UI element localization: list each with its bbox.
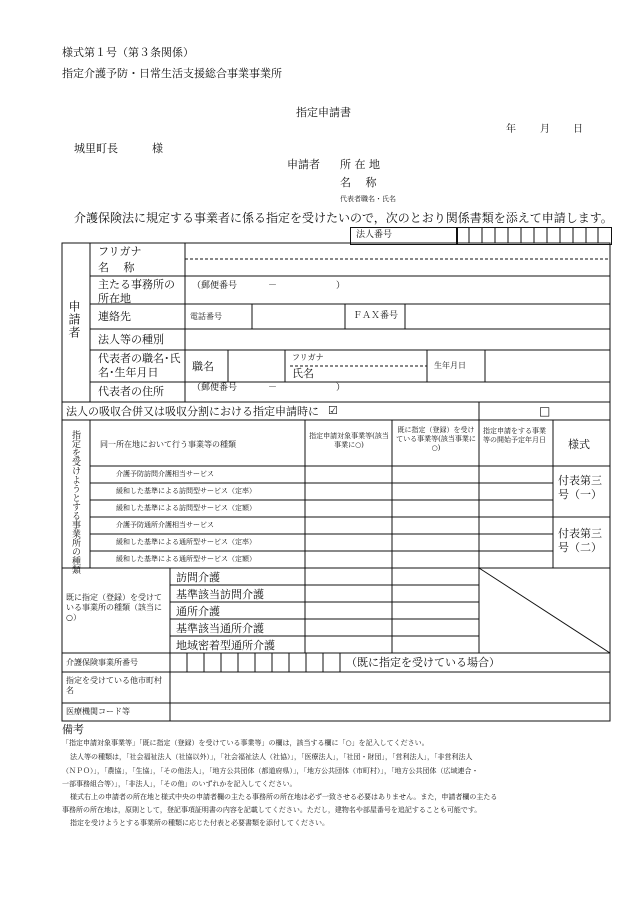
- date-year: 年: [506, 124, 516, 135]
- tel-label: 電話番号: [190, 312, 222, 321]
- applicant-label: 申請者: [287, 158, 320, 171]
- furigana-label: フリガナ: [98, 245, 142, 258]
- note-3b: 事務所の所在地は，原則として，登記事項証明書の内容を記載してください。ただし，建物名や部屋番号を追記することも可能です。: [62, 806, 482, 814]
- rep-furigana-label: フリガナ: [292, 353, 324, 362]
- form-number: 様式第１号（第３条関係）: [62, 46, 194, 59]
- service-row-2: 緩和した基準による訪問型サービス（定率）: [116, 487, 256, 495]
- note-2c: 一部事務組合等）」，「非法人」，「その他」のいずれかを記入してください。: [62, 780, 297, 788]
- postal-close: ）: [336, 281, 346, 291]
- corp-number-label: 法人番号: [356, 230, 393, 240]
- col-start-date: 指定申請をする事業等の開始予定年月日: [483, 427, 546, 444]
- ltc-number-note: （既に指定を受けている場合）: [346, 656, 500, 669]
- notes-heading: 備考: [62, 723, 84, 736]
- applicant-name-label: 名 称: [340, 176, 377, 189]
- note-1: 「指定申請対象事業等」「既に指定（登録）を受けている事業等」の欄は，該当する欄に「○」を記入してください。: [62, 739, 429, 747]
- document-title: 指定申請書: [296, 106, 351, 119]
- note-2b: （ＮＰＯ）」，「農協」，「生協」，「その他法人」，「地方公共団体（都道府県）」，「地方公共団体（市町村）」，「地方公共団体（広域連合・: [62, 767, 479, 775]
- existing-item-2: 基準該当訪問介護: [176, 588, 264, 601]
- form-ref-1: 付表第三号（一）: [558, 474, 602, 501]
- service-row-5: 緩和した基準による通所型サービス（定率）: [116, 538, 256, 546]
- service-row-1: 介護予防訪問介護相当サービス: [116, 470, 214, 478]
- rep-title-label: 職名: [192, 360, 214, 373]
- applicant-side-label: 申請者: [67, 300, 81, 339]
- rep-title-name-label: 代表者の職名･氏名･生年月日: [98, 352, 181, 379]
- existing-item-4: 基準該当通所介護: [176, 622, 264, 635]
- service-row-3: 緩和した基準による訪問型サービス（定額）: [116, 504, 256, 512]
- date-month: 月: [540, 124, 550, 135]
- merger-label: 法人の吸収合併又は吸収分割における指定申請時に: [66, 405, 319, 418]
- rep-postal-code-label: （郵便番号: [192, 383, 238, 393]
- services-side-label: 指定を受けようとする事業所の種類: [70, 430, 80, 574]
- existing-item-5: 地域密着型通所介護: [176, 639, 275, 652]
- merger-mark: ☑: [328, 404, 338, 417]
- fax-label: ＦＡＸ番号: [353, 311, 399, 321]
- col-service-kind: 同一所在地において行う事業等の種類: [100, 440, 236, 449]
- application-statement: 介護保険法に規定する事業者に係る指定を受けたいので，次のとおり関係書類を添えて申請します。: [74, 211, 613, 225]
- contact-label: 連絡先: [98, 310, 131, 323]
- merger-checkbox[interactable]: □: [539, 404, 551, 418]
- note-2a: 法人等の種類は，「社会福祉法人（社協以外）」，「社会福祉法人（社協）」，「医療法人」，「社団・財団」，「営利法人」，「非営利法人: [70, 753, 473, 761]
- col-existing: 既に指定（登録）を受けている事業等(該当事業に○): [396, 426, 476, 452]
- date-day: 日: [573, 124, 583, 135]
- rep-address-label: 代表者の住所: [98, 385, 164, 398]
- col-form: 様式: [568, 438, 590, 451]
- postal-dash: －: [268, 281, 278, 291]
- form-ref-2: 付表第三号（二）: [558, 527, 602, 554]
- note-4: 指定を受けようとする事業所の種類に応じた付表と必要書類を添付してください。: [70, 819, 329, 827]
- corp-type-label: 法人等の種別: [98, 333, 164, 346]
- existing-item-3: 通所介護: [176, 605, 220, 618]
- applicant-address-label: 所 在 地: [340, 158, 380, 171]
- rep-postal-close: ）: [336, 383, 346, 393]
- rep-name-label: 氏名: [292, 367, 314, 380]
- honorific: 様: [152, 142, 163, 155]
- postal-code-label: （郵便番号: [192, 281, 238, 291]
- service-row-6: 緩和した基準による通所型サービス（定額）: [116, 555, 256, 563]
- service-row-4: 介護予防通所介護相当サービス: [116, 521, 214, 529]
- main-office-label: 主たる事務所の所在地: [98, 278, 175, 305]
- medical-code-label: 医療機関コード等: [66, 707, 130, 716]
- name-label: 名 称: [98, 261, 135, 274]
- note-3a: 様式右上の申請者の所在地と様式中央の申請者欄の主たる事務所の所在地は必ず一致させる必要はありません。また，申請者欄の主たる: [70, 793, 498, 801]
- col-target: 指定申請対象事業等(該当事業に○): [309, 432, 389, 449]
- ltc-number-label: 介護保険事業所番号: [66, 658, 138, 667]
- existing-label: 既に指定（登録）を受けている事業所の種類（該当に○）: [66, 593, 162, 622]
- addressee: 城里町長: [74, 142, 118, 155]
- other-city-label: 指定を受けている他市町村名: [66, 676, 162, 695]
- office-type: 指定介護予防・日常生活支援総合事業事業所: [62, 67, 282, 80]
- applicant-rep-label: 代表者職名・氏名: [340, 195, 396, 203]
- existing-item-1: 訪問介護: [176, 571, 220, 584]
- birth-date-label: 生年月日: [434, 361, 466, 370]
- rep-postal-dash: －: [268, 383, 278, 393]
